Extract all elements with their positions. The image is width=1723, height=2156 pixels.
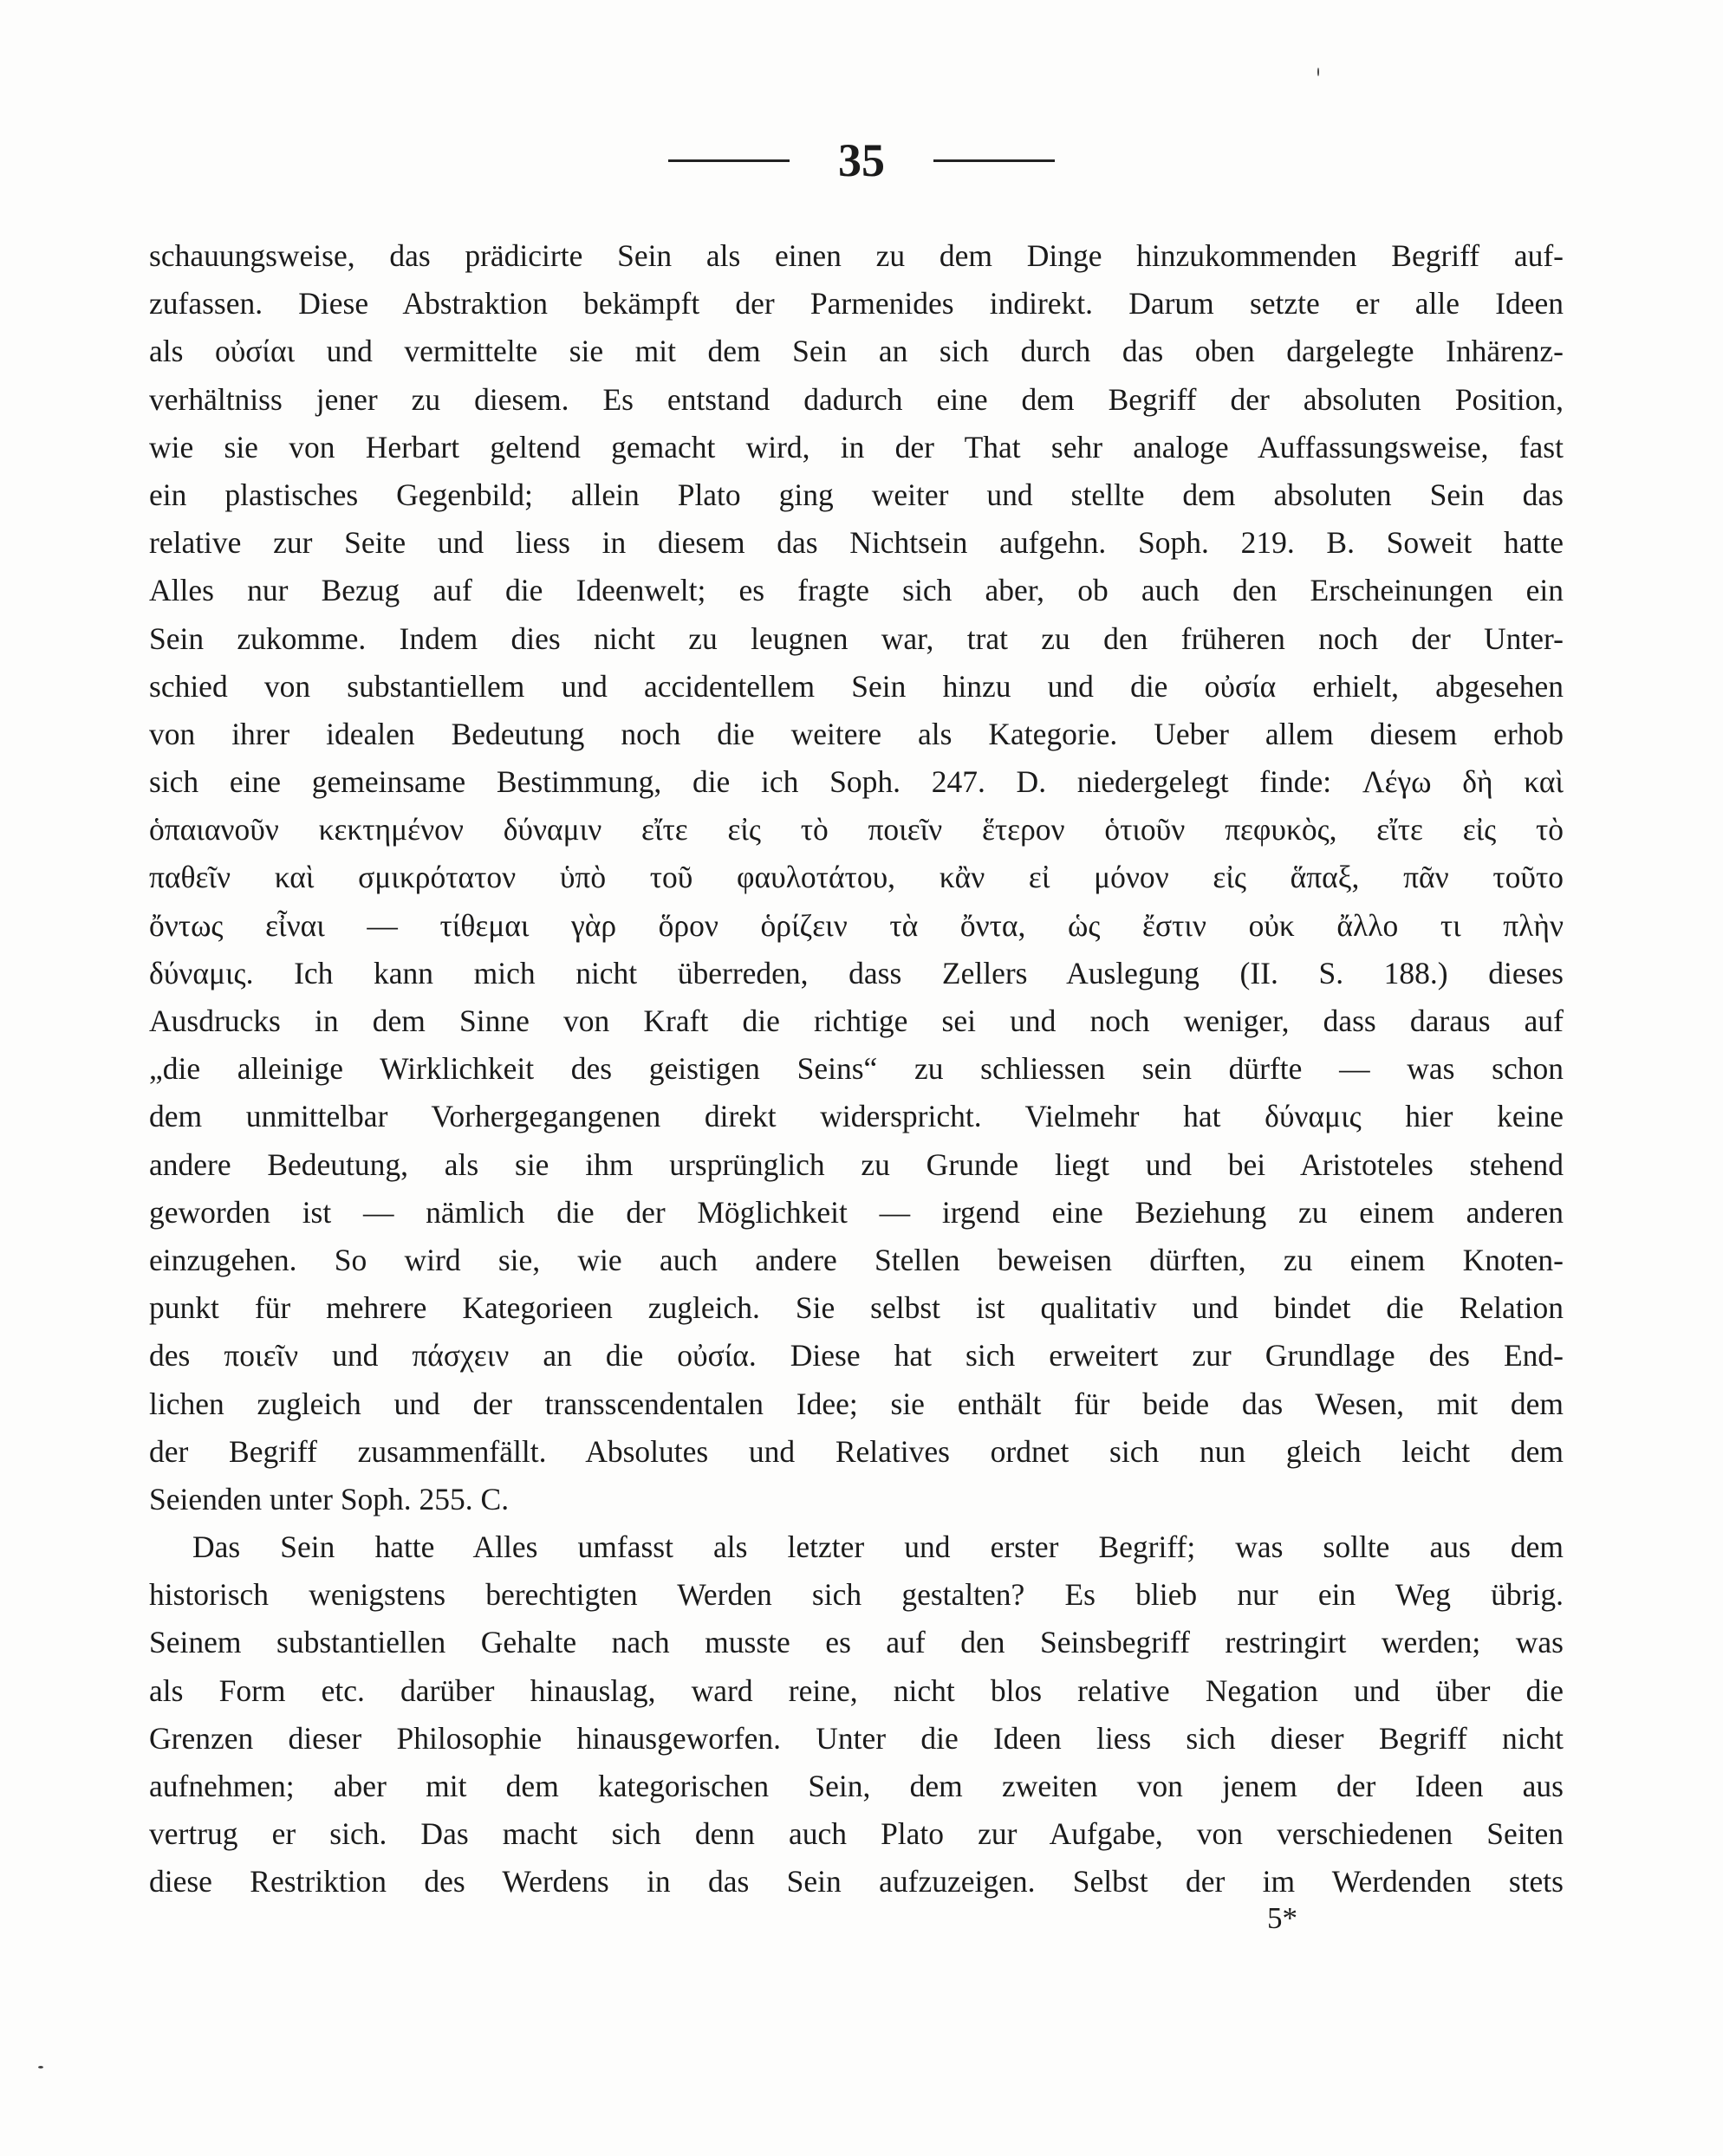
text-line: Ausdrucks in dem Sinne von Kraft die richtige sei und noch weniger, dass daraus auf (149, 1003, 1564, 1038)
text-line: punkt für mehrere Kategorieen zugleich. Sie selbst ist qualitativ und bindet die Relation (149, 1290, 1564, 1326)
page-number: 35 (838, 134, 885, 186)
text-line: geworden ist — nämlich die der Möglichkeit — irgend eine Beziehung zu einem anderen (149, 1194, 1564, 1230)
text-line: verhältniss jener zu diesem. Es entstand dadurch eine dem Begriff der absoluten Position, (149, 381, 1564, 417)
text-line: wie sie von Herbart geltend gemacht wird, in der That sehr analoge Auffassungsweise, fast (149, 429, 1564, 464)
text-line: der Begriff zusammenfällt. Absolutes und Relatives ordnet sich nun gleich leicht dem (149, 1433, 1564, 1469)
text-line: sich eine gemeinsame Bestimmung, die ich Soph. 247. D. niedergelegt finde: Λέγω δὴ καὶ (149, 764, 1564, 800)
text-line: Seinem substantiellen Gehalte nach musste es auf den Seinsbegriff restringirt werden; was (149, 1625, 1564, 1660)
text-line: des ποιεῖν und πάσχειν an die οὐσία. Diese hat sich erweitert zur Grundlage des End- (149, 1338, 1564, 1373)
text-line: lichen zugleich und der transscendentalen Idee; sie enthält für beide das Wesen, mit dem (149, 1386, 1564, 1421)
text-line: Alles nur Bezug auf die Ideenwelt; es fragte sich aber, ob auch den Erscheinungen ein (149, 573, 1564, 608)
header-rule-left (668, 159, 790, 162)
text-line: „die alleinige Wirklichkeit des geistigen Seins“ zu schliessen sein dürfte — was schon (149, 1051, 1564, 1087)
text-line: Grenzen dieser Philosophie hinausgeworfen. Unter die Ideen liess sich dieser Begriff nicht (149, 1720, 1564, 1756)
paragraph-start-line: Das Sein hatte Alles umfasst als letzter und erster Begriff; was sollte aus dem (192, 1529, 1564, 1565)
text-line: von ihrer idealen Bedeutung noch die weitere als Kategorie. Ueber allem diesem erhob (149, 716, 1564, 751)
body-text (149, 232, 1564, 1906)
text-line: schauungsweise, das prädicirte Sein als einen zu dem Dinge hinzukommenden Begriff auf- (149, 238, 1564, 273)
text-line: relative zur Seite und liess in diesem das Nichtsein aufgehn. Soph. 219. B. Soweit hatte (149, 525, 1564, 561)
text-line: Sein zukomme. Indem dies nicht zu leugnen war, trat zu den früheren noch der Unter- (149, 620, 1564, 656)
text-line: aufnehmen; aber mit dem kategorischen Sein, dem zweiten von jenem der Ideen aus (149, 1769, 1564, 1803)
greek-quote-line: ὁπαιανοῦν κεκτημένον δύναμιν εἴτε εἰς τὸ ποιεῖν ἕτερον ὁτιοῦν πεφυκὸς, εἴτε εἰς τὸ (149, 812, 1564, 847)
text-line: historisch wenigstens berechtigten Werden sich gestalten? Es blieb nur ein Weg übrig. (149, 1577, 1564, 1613)
text-line: andere Bedeutung, als sie ihm ursprünglich zu Grunde liegt und bei Aristoteles stehend (149, 1146, 1564, 1182)
text-line: ein plastisches Gegenbild; allein Plato ging weiter und stellte dem absoluten Sein das (149, 477, 1564, 512)
text-line: zufassen. Diese Abstraktion bekämpft der Parmenides indirekt. Darum setzte er alle Ideen (149, 286, 1564, 321)
page-header (0, 134, 1723, 186)
greek-quote-line: παθεῖν καὶ σμικρότατον ὑπὸ τοῦ φαυλοτάτου, κἂν εἰ μόνον εἰς ἅπαξ, πᾶν τοῦτο (149, 860, 1564, 895)
text-line: einzugehen. So wird sie, wie auch andere Stellen beweisen dürften, zu einem Knoten- (149, 1242, 1564, 1277)
signature-mark: 5* (1267, 1901, 1297, 1935)
paper-speck (38, 2066, 43, 2068)
paragraph-end-line: Seienden unter Soph. 255. C. (149, 1481, 510, 1516)
greek-quote-line: ὄντως εἶναι — τίθεμαι γὰρ ὅρον ὁρίζειν τὰ ὄντα, ὡς ἔστιν οὐκ ἄλλο τι πλὴν (149, 907, 1564, 943)
text-line: dem unmittelbar Vorhergegangenen direkt widerspricht. Vielmehr hat δύναμις hier keine (149, 1099, 1564, 1134)
text-line: diese Restriktion des Werdens in das Sein aufzuzeigen. Selbst der im Werdenden stets (149, 1864, 1564, 1899)
text-line: als οὐσίαι und vermittelte sie mit dem Sein an sich durch das oben dargelegte Inhärenz- (149, 334, 1564, 369)
paper-speck (1317, 68, 1319, 76)
text-line: schied von substantiellem und accidentellem Sein hinzu und die οὐσία erhielt, abgesehen (149, 668, 1564, 704)
text-line: vertrug er sich. Das macht sich denn auch Plato zur Aufgabe, von verschiedenen Seiten (149, 1816, 1564, 1852)
text-line: δύναμις. Ich kann mich nicht überreden, dass Zellers Auslegung (II. S. 188.) dieses (149, 955, 1564, 990)
text-line: als Form etc. darüber hinauslag, ward reine, nicht blos relative Negation und über die (149, 1672, 1564, 1708)
header-rule-right (933, 159, 1055, 162)
